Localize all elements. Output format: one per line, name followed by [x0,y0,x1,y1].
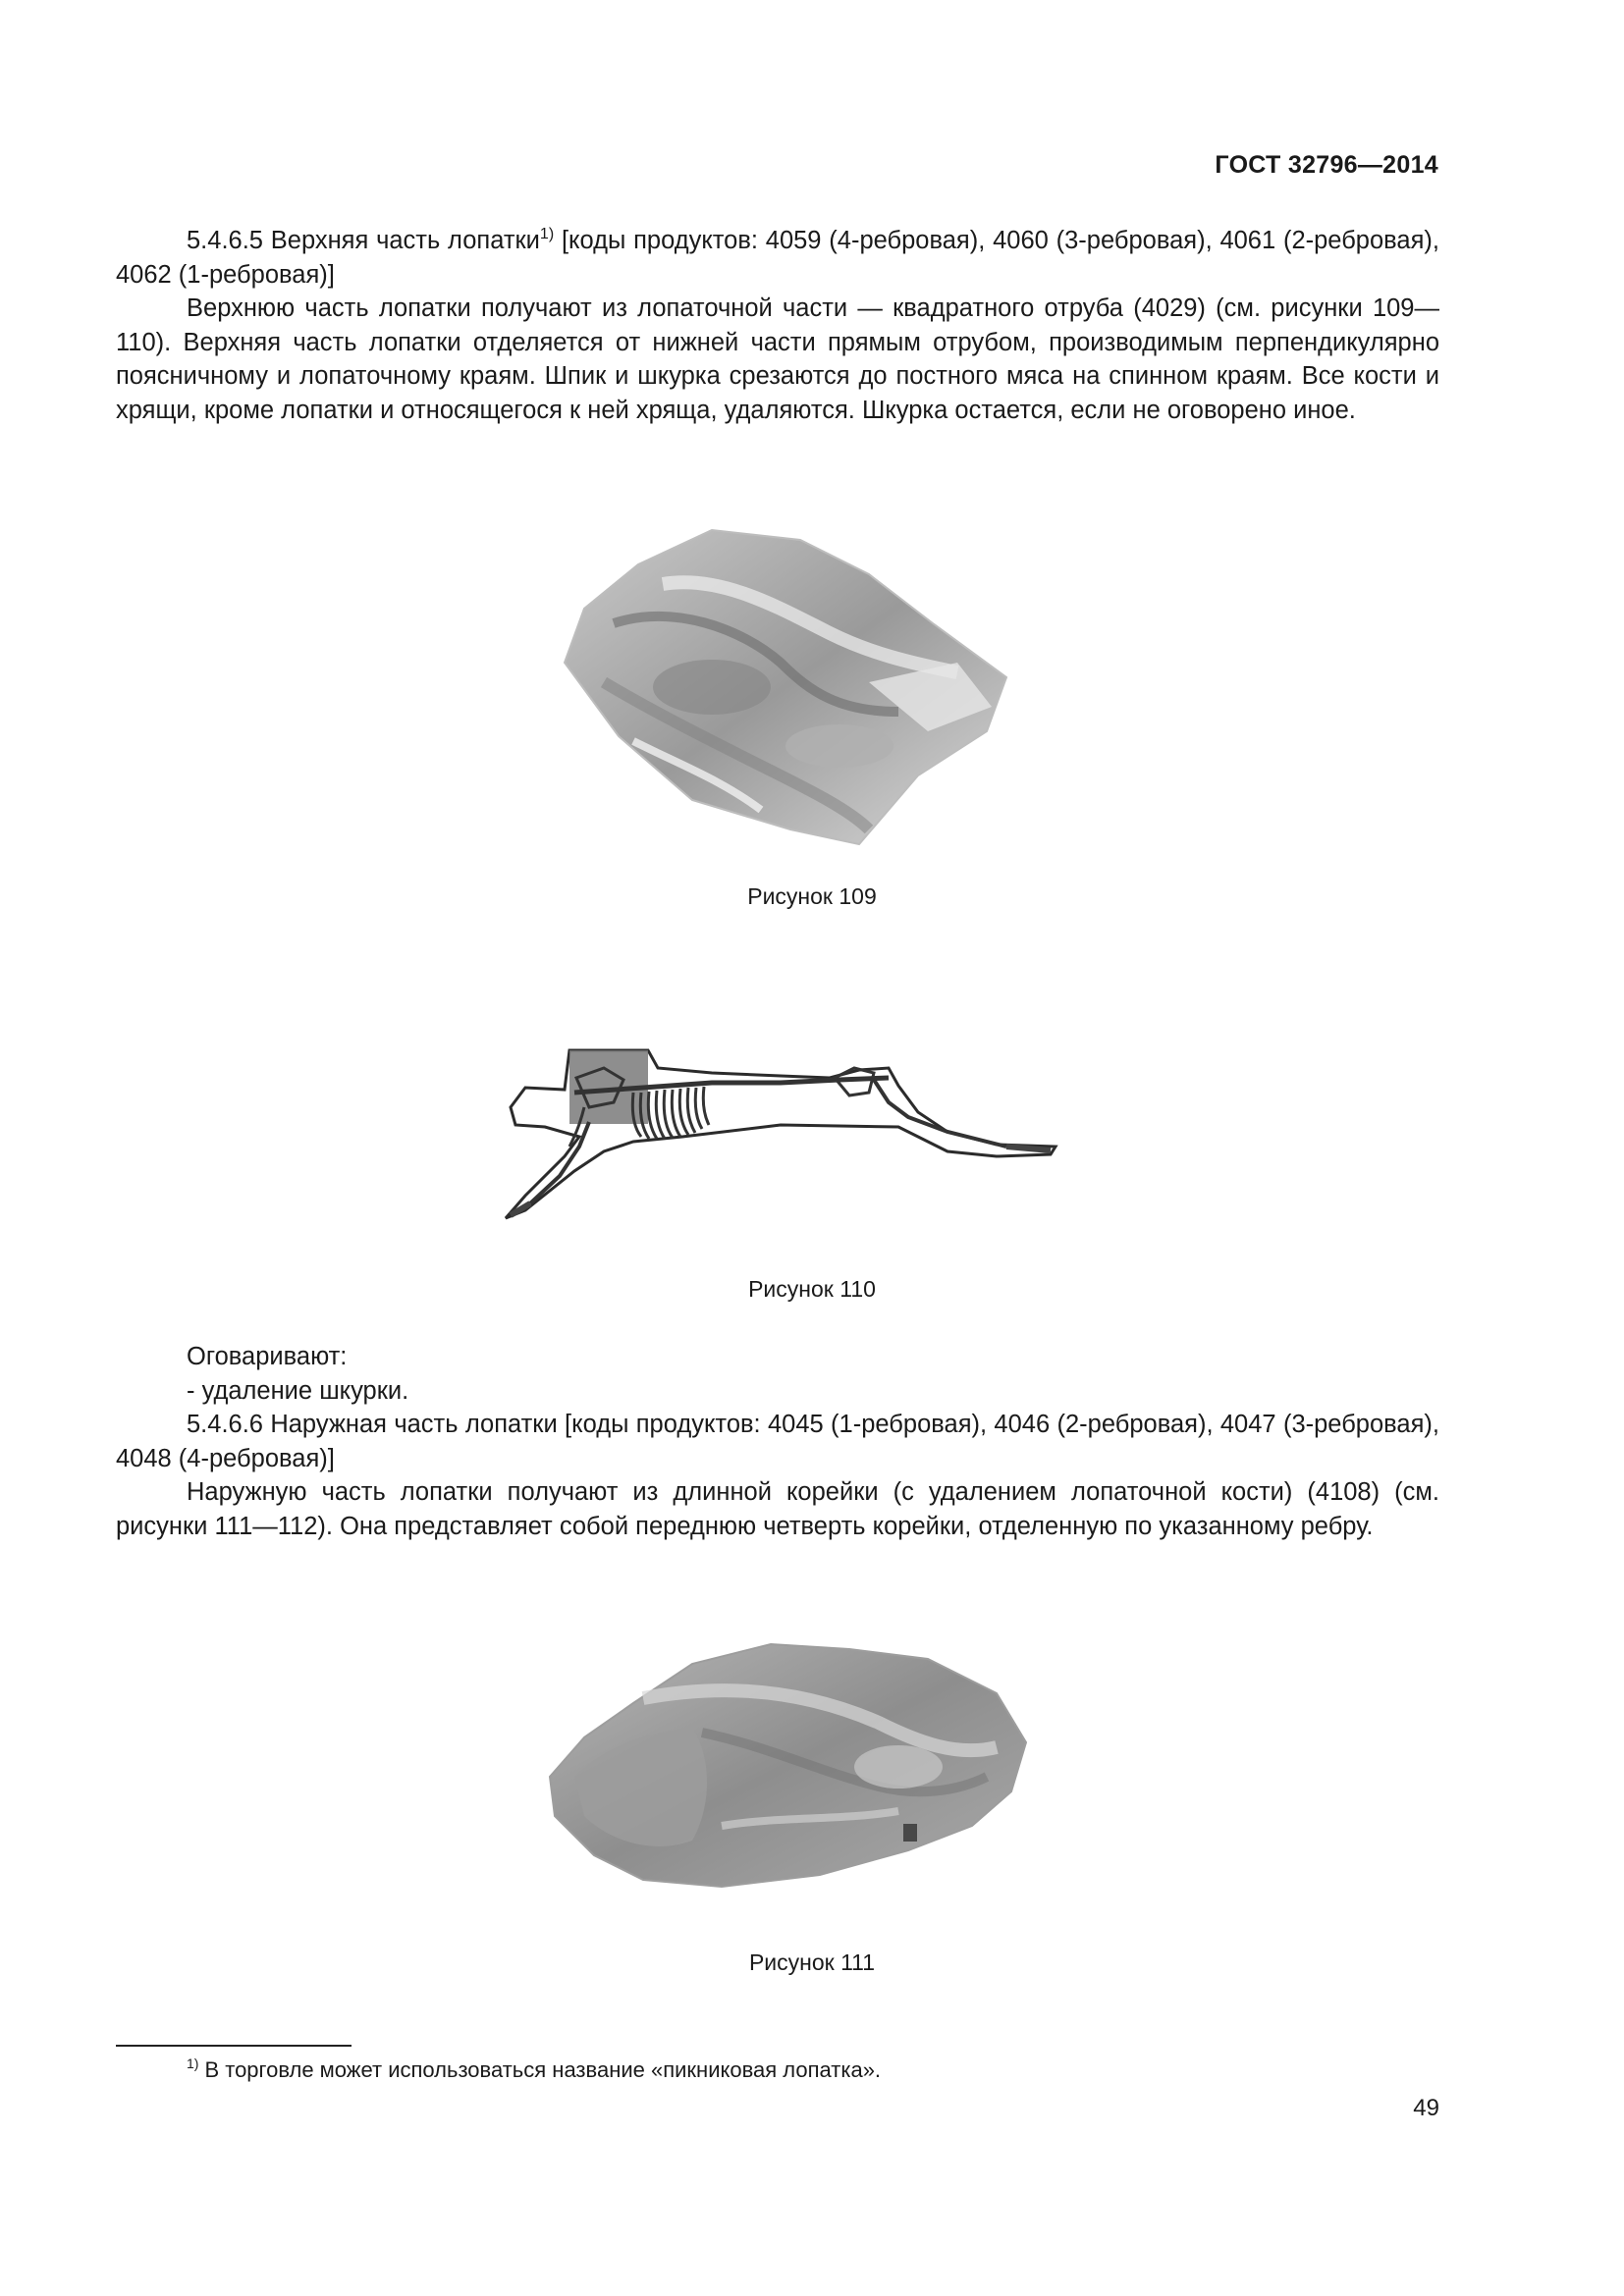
footnote [187,2056,881,2083]
section-body: Верхнюю часть лопатки получают из лопаточной части — квадратного отруба (4029) (см. рисунки 109—110). Верхняя часть лопатки отделяется от нижней части прямым отрубом, производимым перпендикулярно поясничному и лопаточному краям. Шпик и шкурка срезаются до постного мяса на спинном краям. Все кости и хрящи, кроме лопатки и относящегося к ней хряща, удаляются. Шкурка остается, если не оговорено иное. [116,294,1439,424]
section-heading [116,224,1439,292]
section-body: Наружную часть лопатки получают из длинной корейки (с удалением лопаточной кости) (4108) (см. рисунки 111—112). Она представляет собой переднюю четверть корейки, отделенную по указанному ребру. [116,1478,1439,1540]
footnote-marker: 1) [187,2056,199,2071]
figure-111-image [525,1629,1036,1895]
section-5-4-6-6 [116,1340,1439,1543]
negotiate-item: - удаление шкурки. [187,1376,409,1405]
footnote-separator [116,2045,352,2047]
document-id: ГОСТ 32796—2014 [1215,151,1438,179]
figure-110-caption: Рисунок 110 [748,1276,876,1302]
figure-111-caption: Рисунок 111 [748,1949,876,1975]
page-number: 49 [1413,2095,1439,2121]
figure-109-image [545,515,1036,849]
heading-text: 5.4.6.5 Верхняя часть лопатки [187,227,540,254]
footnote-text: В торговле может использоваться название «пикниковая лопатка». [204,2057,882,2082]
footnote-ref[interactable]: 1) [539,226,555,242]
section-5-4-6-5 [116,224,1439,427]
section-heading: 5.4.6.6 Наружная часть лопатки [коды продуктов: 4045 (1-ребровая), 4046 (2-ребровая), 4047 (3-ребровая), 4048 (4-ребровая)] [116,1411,1439,1472]
figure-110-diagram [486,1009,1065,1225]
negotiate-label: Оговаривают: [187,1343,348,1370]
heading-codes: [коды продуктов: 4059 (4-ребровая), 4060 (3-ребровая), 4061 (2-ребровая), 4062 (1-ребровая)] [116,227,1439,289]
figure-109-caption: Рисунок 109 [747,883,877,909]
